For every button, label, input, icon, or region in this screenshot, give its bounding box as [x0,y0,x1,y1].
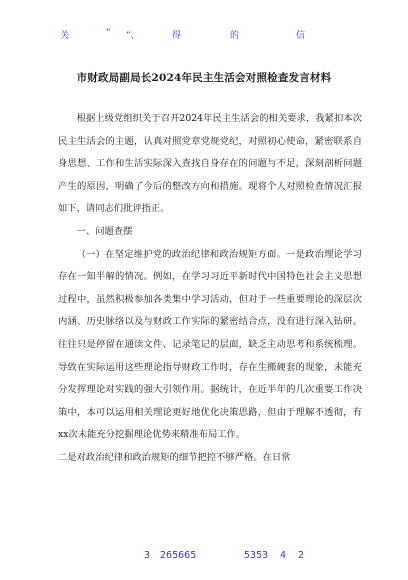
header-watermark-strip [0,0,408,64]
intro-paragraph: 根据上级党组织关于召开2024年民主生活会的相关要求，我紧扣本次民主生活会的主题，认真对照党章党规党纪，对照初心使命，紧密联系自身思想、工作和生活实际深入查找自身存在的问题与不足，深刻剖析问题产生的原因，明确了今后的整改方向和措施。现将个人对照检查情况汇报如下，请同志们批评指正。 [58,113,362,215]
header-fragment: 关 [60,31,70,41]
footer-fragment: 4 [280,550,287,561]
document-title: 市财政局副局长2024年民主生活会对照检查发言材料 [76,72,332,84]
header-fragment: ”、 [126,31,140,41]
section-heading: 一、问题查摆 [76,225,133,237]
document-body [58,108,362,470]
footer-fragment: 3 [144,550,151,561]
footer-fragment: 2 [298,550,305,561]
footer-fragment: 265665 [160,550,197,561]
body-paragraph: （一）在坚定维护党的政治纪律和政治规矩方面。一是政治理论学习存在一知半解的情况。例如，在学习习近平新时代中国特色社会主义思想过程中，虽然积极参加各类集中学习活动，但对于一些重要理论的深层次内涵、历史脉络以及与财政工作实际的紧密结合点，没有进行深入钻研。往往只是停留在通读文件、记录笔记的层面，缺乏主动思考和系统梳理。导致在实际运用这些理论指导财政工作时，存在生搬硬套的现象，未能充分发挥理论对实践的强大引领作用。据统计，在近半年的几次重要工作决策中，本可以运用相关理论更好地优化决策思路，但由于理解不透彻，有xx次未能充分挖掘理论优势来精准布局工作。 [58,248,362,441]
header-fragment: 信 [296,31,306,41]
footer-watermark-strip [0,550,408,570]
header-fragment: 的 [230,31,240,41]
footer-fragment: 5353 [244,550,269,561]
header-fragment: “ [106,28,111,38]
header-fragment: 得 [172,31,182,41]
body-last-line: 二是对政治纪律和政治规矩的细节把控不够严格。在日常 [58,451,291,463]
